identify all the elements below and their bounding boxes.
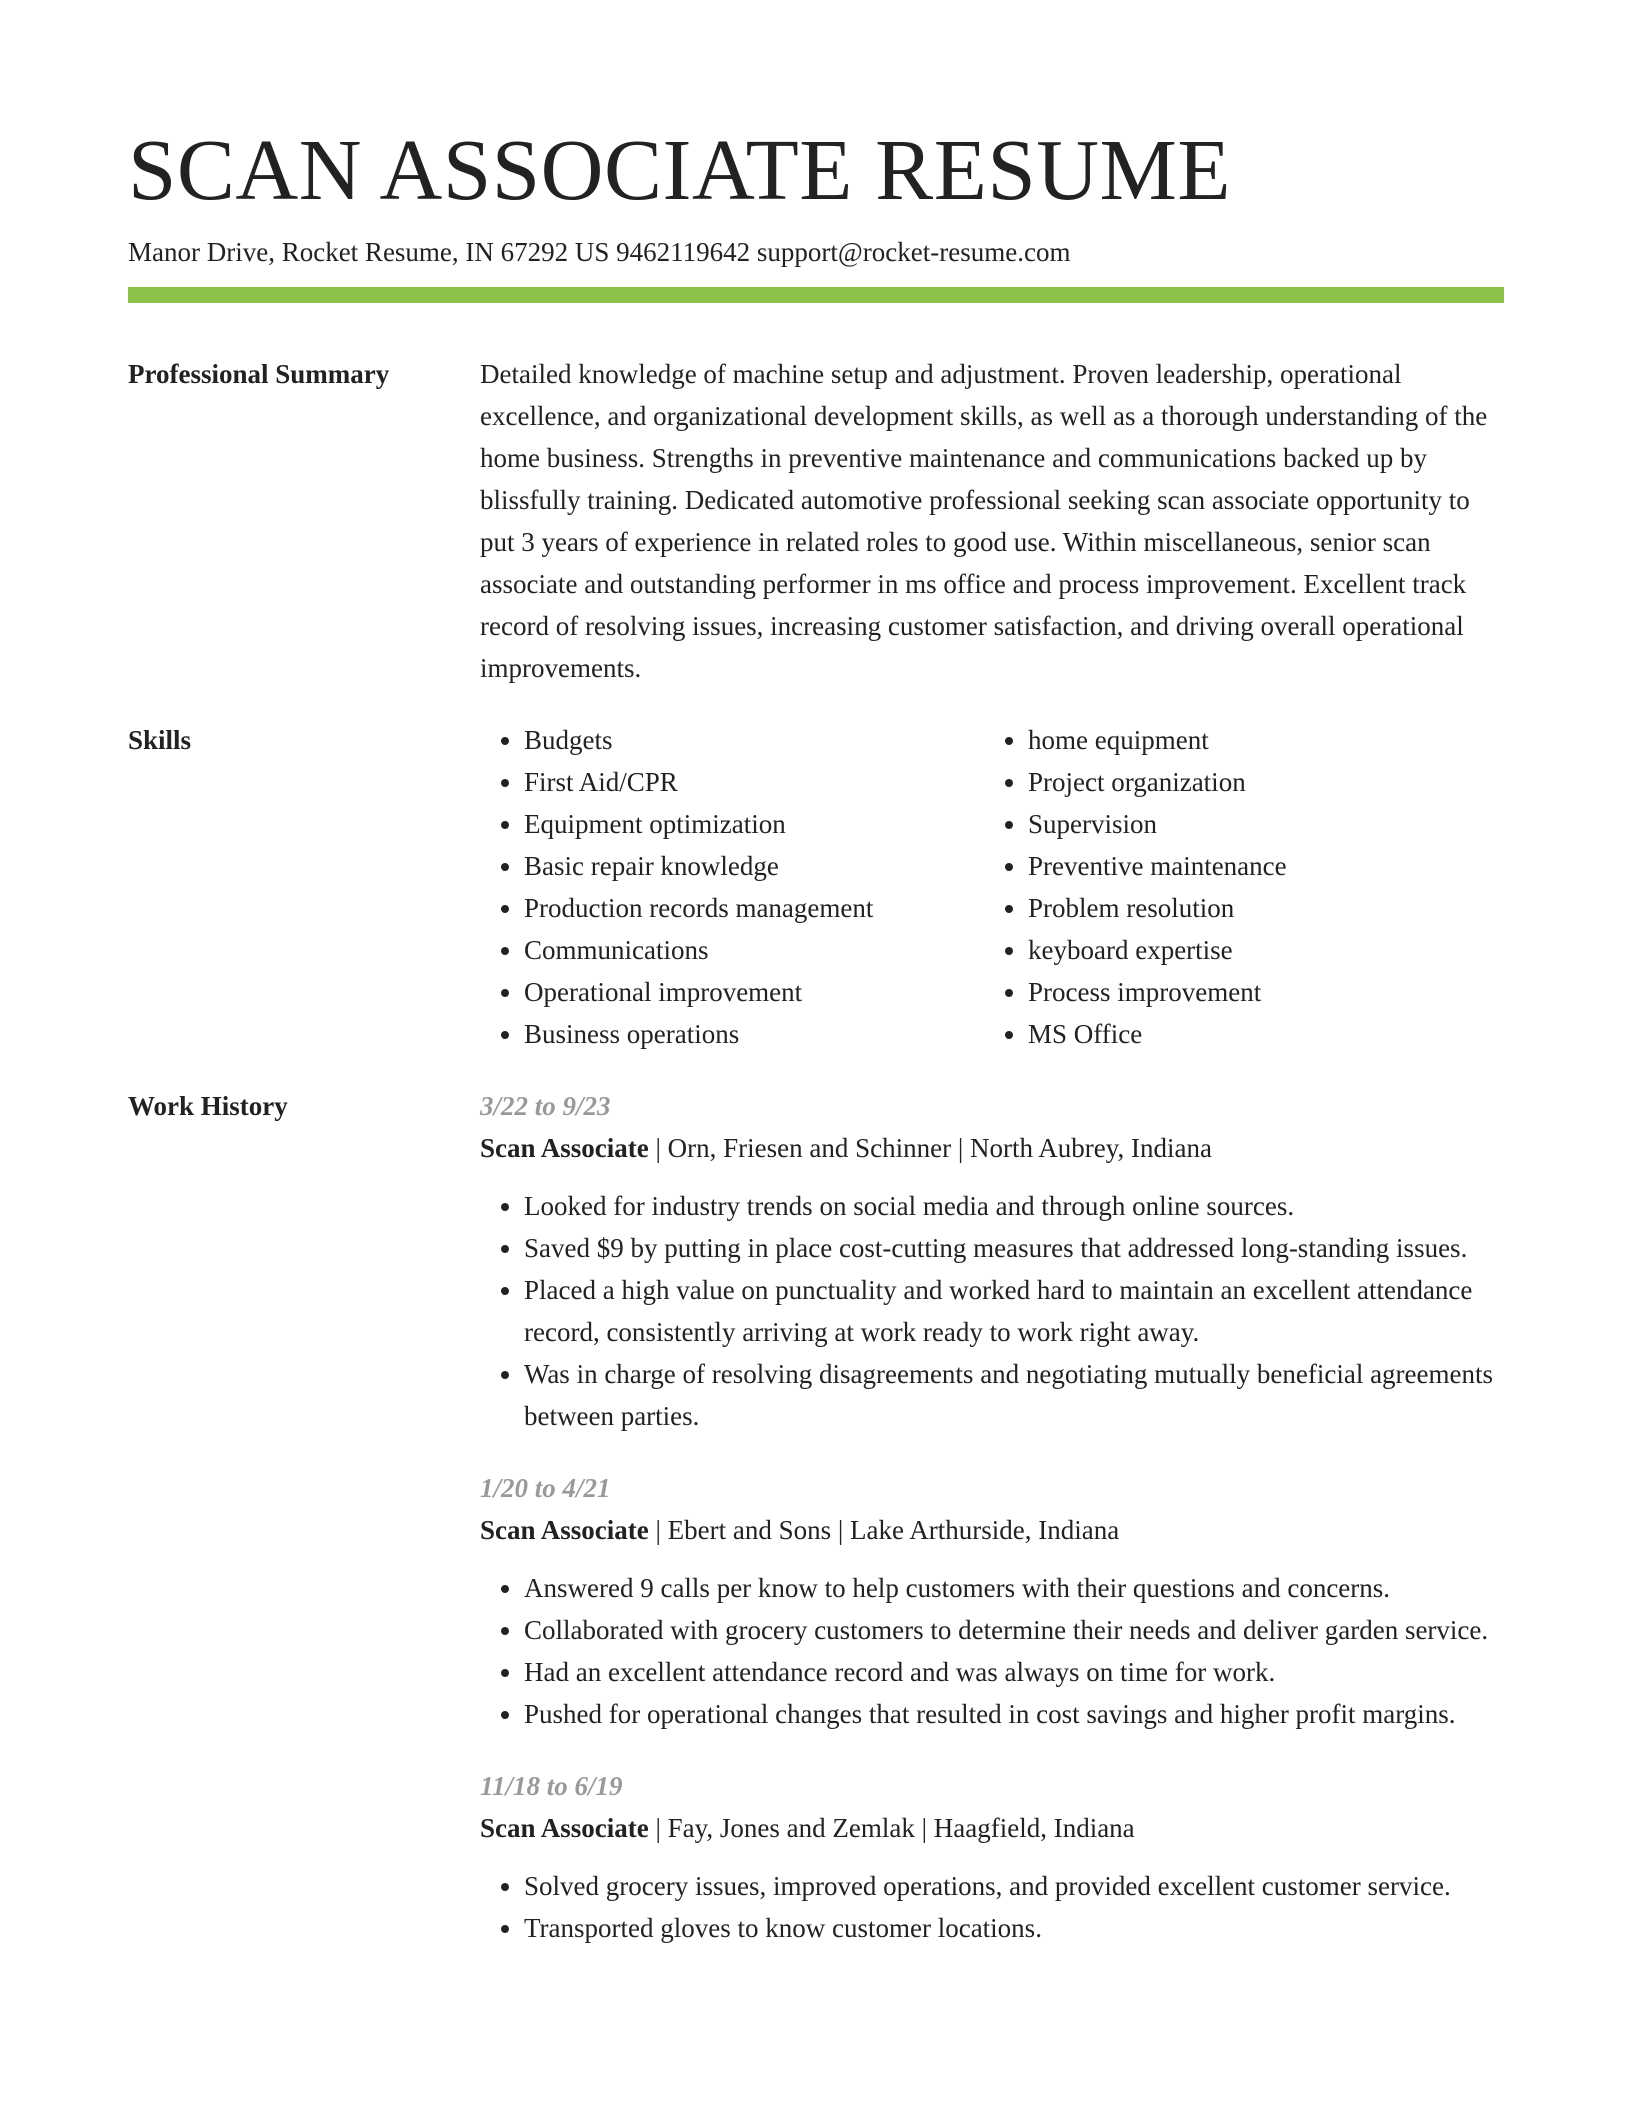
- job-employer-location: | Ebert and Sons | Lake Arthurside, Indiana: [648, 1515, 1120, 1545]
- job-dates: 1/20 to 4/21: [480, 1473, 611, 1503]
- job-dates: 3/22 to 9/23: [480, 1091, 611, 1121]
- skill-item: • First Aid/CPR: [524, 761, 984, 803]
- job-bullet-list: [480, 1865, 1504, 1949]
- job-bullet-list: [480, 1567, 1504, 1735]
- resume-title: SCAN ASSOCIATE RESUME: [128, 121, 1232, 218]
- job-bullet: • Solved grocery issues, improved operations, and provided excellent customer service.: [524, 1865, 1504, 1907]
- job-entry: [480, 1467, 1504, 1735]
- skill-item: • Process improvement: [1028, 971, 1287, 1013]
- job-employer-location: | Orn, Friesen and Schinner | North Aubrey, Indiana: [648, 1133, 1212, 1163]
- summary-section: [128, 353, 1504, 689]
- job-list: [480, 1085, 1504, 1979]
- job-bullet: • Collaborated with grocery customers to determine their needs and deliver garden service.: [524, 1609, 1504, 1651]
- job-bullet: • Placed a high value on punctuality and worked hard to maintain an excellent attendance record, consistently arriving at work ready to work right away.: [524, 1269, 1504, 1353]
- work-history-section: [128, 1085, 1504, 1979]
- resume-page: [128, 0, 1504, 1979]
- summary-label: Professional Summary: [128, 359, 390, 389]
- job-bullet: • Transported gloves to know customer locations.: [524, 1907, 1504, 1949]
- skills-section: [128, 719, 1504, 1055]
- skill-item: • Basic repair knowledge: [524, 845, 984, 887]
- skill-item: • keyboard expertise: [1028, 929, 1287, 971]
- skill-item: • Production records management: [524, 887, 984, 929]
- skill-item: • Equipment optimization: [524, 803, 984, 845]
- job-heading: [480, 1807, 1504, 1849]
- job-bullet: • Saved $9 by putting in place cost-cutting measures that addressed long-standing issues.: [524, 1227, 1504, 1269]
- skill-item: • Budgets: [524, 719, 984, 761]
- skill-item: • Project organization: [1028, 761, 1287, 803]
- skill-item: • Communications: [524, 929, 984, 971]
- job-bullet: • Answered 9 calls per know to help customers with their questions and concerns.: [524, 1567, 1504, 1609]
- job-dates: 11/18 to 6/19: [480, 1771, 623, 1801]
- job-entry: [480, 1085, 1504, 1437]
- work-history-label: Work History: [128, 1091, 288, 1121]
- skills-list-right: [984, 719, 1287, 1055]
- job-heading: [480, 1127, 1504, 1169]
- skills-list-left: [480, 719, 984, 1055]
- accent-divider: [128, 287, 1504, 303]
- job-bullet: • Looked for industry trends on social media and through online sources.: [524, 1185, 1504, 1227]
- job-bullet: • Was in charge of resolving disagreements and negotiating mutually beneficial agreements between parties.: [524, 1353, 1504, 1437]
- job-bullet: • Had an excellent attendance record and was always on time for work.: [524, 1651, 1504, 1693]
- skill-item: • home equipment: [1028, 719, 1287, 761]
- job-title: Scan Associate: [480, 1813, 649, 1843]
- job-bullet: • Pushed for operational changes that resulted in cost savings and higher profit margins.: [524, 1693, 1504, 1735]
- job-bullet-list: [480, 1185, 1504, 1437]
- skills-label: Skills: [128, 725, 192, 755]
- skill-item: • Problem resolution: [1028, 887, 1287, 929]
- skill-item: • Preventive maintenance: [1028, 845, 1287, 887]
- skill-item: • Business operations: [524, 1013, 984, 1055]
- skill-item: • Operational improvement: [524, 971, 984, 1013]
- job-entry: [480, 1765, 1504, 1949]
- skill-item: • MS Office: [1028, 1013, 1287, 1055]
- job-heading: [480, 1509, 1504, 1551]
- summary-text: Detailed knowledge of machine setup and adjustment. Proven leadership, operational excellence, and organizational development skills, as well as a thorough understanding of the home business. Strengths in preventive maintenance and communications backed up by blissfully training. Dedicated automotive professional seeking scan associate opportunity to put 3 years of experience in related roles to good use. Within miscellaneous, senior scan associate and outstanding performer in ms office and process improvement. Excellent track record of resolving issues, increasing customer satisfaction, and driving overall operational improvements.: [480, 359, 1488, 683]
- job-title: Scan Associate: [480, 1515, 649, 1545]
- job-title: Scan Associate: [480, 1133, 649, 1163]
- skill-item: • Supervision: [1028, 803, 1287, 845]
- job-employer-location: | Fay, Jones and Zemlak | Haagfield, Indiana: [648, 1813, 1135, 1843]
- contact-line: Manor Drive, Rocket Resume, IN 67292 US 9462119642 support@rocket-resume.com: [128, 237, 1071, 267]
